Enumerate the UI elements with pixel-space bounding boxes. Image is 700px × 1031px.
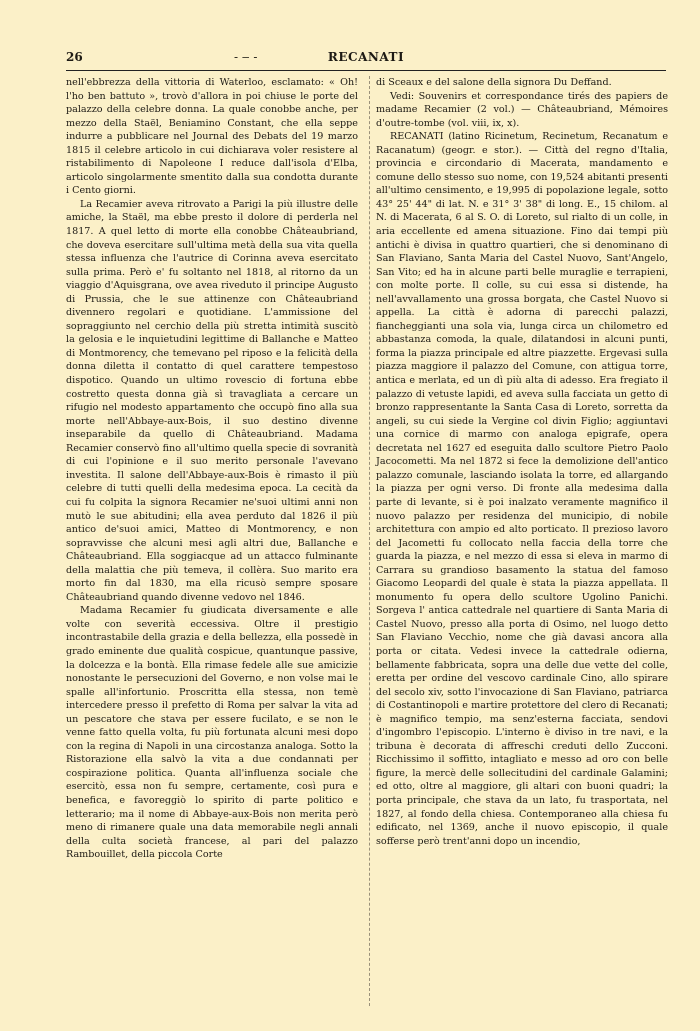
header-rule (66, 70, 666, 71)
page-number: 26 (66, 50, 83, 64)
paragraph: di Sceaux e del salone della signora Du Deffand. (376, 77, 612, 88)
paragraph: Madama Recamier fu giudicata diversamente e alle volte con severità eccessiva. Oltre il prestigio incontrastabile della grazia e della bellezza, ella possedè in grado eminente due qualità cospicue, quantunque passive, la dolcezza e la bontà. Ella rimase fedele alle sue amicizie nonostante le persecuzioni del Governo, e non volse mai le spalle all'infortunio. Proscritta ella stessa, non temè intercedere presso il prefetto di Roma per salvar la vita ad un pescatore che stava per essere fucilato, e se non le venne fatto quella volta, fu più fortunata alcuni mesi dopo con la regina di Napoli in una circostanza analoga. Sotto la Ristorazione ella salvò la vita a due condannati per cospirazione politica. Quanta all'influenza sociale che esercitò, essa non fu sempre, certamente, così pura e benefica, e favoreggiò lo spirito di parte politico e letterario; ma il nome di Abbaye-aux-Bois non merita però meno di rimanere quale una data memorabile negli annali della culta società francese, al pari del palazzo Rambouillet, della piccola Corte (66, 605, 358, 861)
running-title: RECANATI (327, 50, 405, 64)
header-ornament: - ‒ - (234, 50, 258, 64)
paragraph: La Recamier aveva ritrovato a Parigi la più illustre delle amiche, la Staël, ma ebbe presto il dolore di perderla nel 1817. A quel letto di morte ella conobbe Châteaubriand, che doveva esercitare sull'ultima metà della sua vita quella stessa influenza che l'autrice di Corinna aveva esercitato sulla prima. Però e' fu soltanto nel 1818, al ritorno da un viaggio d'Aquisgrana, ove avea riveduto il principe Augusto di Prussia, che le sue attinenze con Châteaubriand divennero regolari e quotidiane. L'ammissione del sopraggiunto nel cerchio della più stretta intimità suscitò la gelosia e le inquietudini legittime di Ballanche e Matteo di Montmorency, che temevano pel riposo e la felicità della donna diletta il contatto di quel carattere tempestoso dispotico. Quando un ultimo rovescio di fortuna ebbe costretto questa donna già sì travagliata a cercare un rifugio nel modesto appartamento che occupò fino alla sua morte nell'Abbaye-aux-Bois, il suo destino divenne inseparabile da quello di Châteaubriand. Madama Recamier conservò fino all'ultimo quella specie di sovranità di cui l'opinione e il suo merito personale l'avevano investita. Il salone dell'Abbaye-aux-Bois è rimasto il più celebre di tutti quelli della medesima epoca. La cecità da cui fu colpita la signora Recamier ne'suoi ultimi anni non mutò le sue abitudini; ella avea perduto dal 1826 il più antico de'suoi amici, Matteo di Montmorency, e non sopravvisse che alcuni mesi agli altri due, Ballanche e Châteaubriand. Ella soggiacque ad un attacco fulminante della malattia che più temeva, il collèra. Suo marito era morto fin dal 1830, ma ella ricusò sempre sposare Châteaubriand quando divenne vedovo nel 1846. (66, 198, 358, 603)
running-header (66, 50, 666, 66)
right-column (376, 76, 668, 848)
left-column (66, 76, 358, 862)
column-divider (369, 76, 370, 1006)
paragraph: nell'ebbrezza della vittoria di Waterloo, esclamato: « Oh! l'ho ben battuto », trovò d'allora in poi chiuse le porte del palazzo della celebre donna. La quale conobbe anche, per mezzo della Staël, Beniamino Constant, che ella seppe indurre a pubblicare nel Journal des Debats del 19 marzo 1815 il celebre articolo in cui dichiarava voler resistere al ristabilimento di Napoleone I reduce dall'isola d'Elba, articolo singolarmente smentito dalla sua condotta durante i Cento giorni. (66, 77, 358, 197)
paragraph: RECANATI (latino Ricinetum, Recinetum, Recanatum e Racanatum) (geogr. e stor.). — Città del regno d'Italia, provincia e circondario di Macerata, mandamento e comune dello stesso suo nome, con 19,524 abitanti presenti all'ultimo censimento, e 19,995 di popolazione legale, sotto 43° 25' 44" di lat. N. e 31° 3' 38" di long. E., 15 chilom. al N. di Macerata, 6 al S. O. di Loreto, sul rialto di un colle, in aria eccellente ed amena situazione. Fino dai tempi più antichi è divisa in quattro quartieri, che si denominano di San Flaviano, Santa Maria del Castel Nuovo, Sant'Angelo, San Vito; ed ha in alcune parti belle muraglie e terrapieni, con molte porte. Il colle, su cui essa si distende, ha nell'avvallamento una grossa borgata, che Castel Nuovo si appella. La città è adorna di parecchi palazzi, fiancheggianti una sola via, lunga circa un chilometro ed abbastanza comoda, la quale, dilatandosi in alcuni punti, forma la piazza principale ed altre piazzette. Ergevasi sulla piazza maggiore il palazzo del Comune, con attigua torre, antica e merlata, ed un dì più alta di adesso. Era fregiato il palazzo di vetuste lapidi, ed aveva sulla facciata un getto di bronzo rappresentante la Santa Casa di Loreto, sorretta da angeli, su cui siede la Vergine col divin Figlio; aggiuntavi una cornice di marmo con analoga epigrafe, opera decretata nel 1627 ed eseguita dallo scultore Pietro Paolo Jacocometti. Ma nel 1872 si fece la demolizione dell'antico palazzo comunale, lasciando isolata la torre, ed allargando la piazza per ogni verso. Di fronte alla medesima dalla parte di levante, si è poi inalzato veramente magnifico il nuovo palazzo per residenza del municipio, di nobile architettura con ampio ed alto porticato. Il prezioso lavoro del Jacometti fu collocato nella faccia della torre che guarda la piazza, e nel mezzo di essa si eleva in marmo di Carrara su grandioso basamento la statua del famoso Giacomo Leopardi del quale è stata la piazza appellata. Il monumento fu opera dello scultore Ugolino Panichi. Sorgeva l' antica cattedrale nel quartiere di Santa Maria di Castel Nuovo, presso alla porta di Osimo, nel luogo detto San Flaviano Vecchio, nome che già davasi ancora alla porta or citata. Vedesi invece la cattedrale odierna, bellamente fabbricata, sopra una delle due vette del colle, eretta per ordine del vescovo cardinale Cino, allo spirare del secolo xiv, sotto l'invocazione di San Flaviano, patriarca di Costantinopoli e martire protettore del clero di Recanati; è magnifico tempio, ma senz'esterna facciata, sendovi d'ingombro l'episcopio. L'interno è diviso in tre navi, e la tribuna è decorata di affreschi creduti dello Zucconi. Ricchissimo il soffitto, intagliato e messo ad oro con belle figure, la mercè delle sollecitudini del cardinale Galamini; ed otto, oltre al maggiore, gli altari con buoni quadri; la porta principale, che stava da un lato, fu trasportata, nel 1827, al fondo della chiesa. Contemporaneo alla chiesa fu edificato, nel 1369, anche il nuovo episcopio, il quale sofferse però trent'anni dopo un incendio, (376, 131, 668, 847)
paragraph: Vedi: Souvenirs et correspondance tirés des papiers de madame Recamier (2 vol.) — Châteaubriand, Mémoires d'outre-tombe (vol. viii, ix, x). (376, 90, 668, 129)
